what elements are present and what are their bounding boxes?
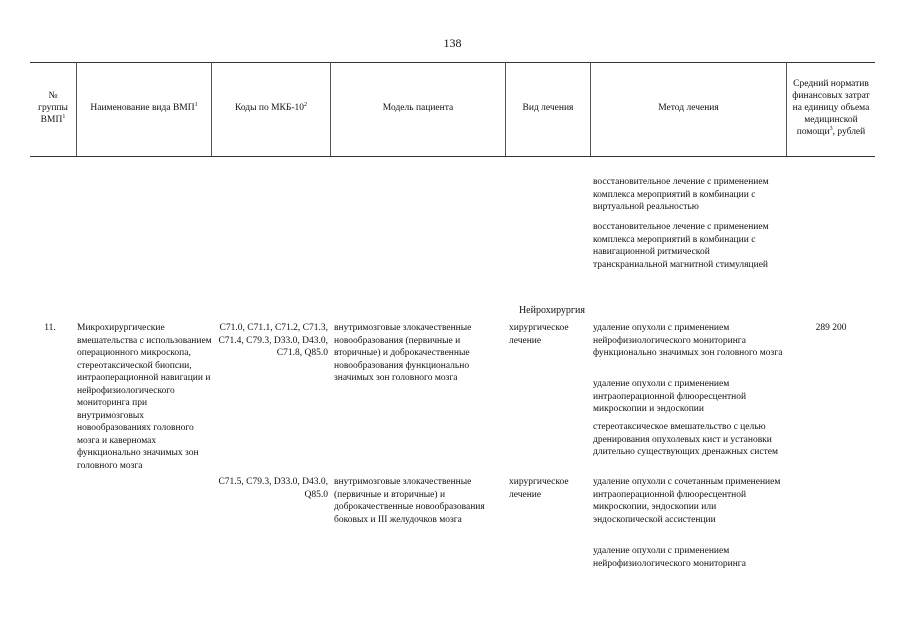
header-treatment-method	[591, 62, 786, 156]
continued-method: восстановительное лечение с применением комплекса мероприятий в комбинации с навигационной ритмической транскраниальной магнитной стимуляцией	[593, 222, 769, 270]
header-vmp-name-footnote: 1	[194, 101, 198, 108]
continued-method: восстановительное лечение с применением комплекса мероприятий в комбинации с виртуальной реальностью	[593, 177, 769, 212]
header-cost	[787, 62, 875, 156]
patient-model: внутримозговые злокачественные новообразования (первичные и вторичные) и доброкачественные новообразования функционально значимых зон головного мозга	[334, 323, 472, 383]
header-icd-codes-text: Коды по МКБ-10	[234, 103, 305, 114]
header-cost-suffix: , рублей	[832, 126, 866, 137]
icd-codes: C71.5, C79.3, D33.0, D43.0, Q85.0	[218, 477, 328, 500]
header-treatment-type-text: Вид лечения	[522, 103, 574, 114]
patient-model: внутримозговые злокачественные (первичные и вторичные) и доброкачественные новообразования боковых и III желудочков мозга	[334, 477, 485, 525]
header-treatment-method-text: Метод лечения	[658, 103, 719, 114]
header-icd-codes	[212, 62, 330, 156]
icd-codes: C71.0, C71.1, C71.2, C71.3, C71.4, C79.3, D33.0, D43.0, C71.8, Q85.0	[218, 323, 328, 358]
treatment-method: удаление опухоли с сочетанным применением интраоперационной флюоресцентной микроскопии, эндоскопии или эндоскопической ассистенции	[593, 477, 781, 525]
section-title: Нейрохирургия	[518, 305, 585, 316]
treatment-method: удаление опухоли с применением интраоперационной флюоресцентной микроскопии и эндоскопии	[593, 379, 747, 414]
header-bottom-rule	[30, 156, 875, 157]
group-number: 11.	[44, 323, 56, 333]
group-vmp-name: Микрохирургические вмешательства с использованием операционного микроскопа, стереотаксической биопсии, интраоперационной навигации и нейрофизиологического мониторинга при внутримозговых новообразованиях головного мозга и каверномах функционально значимых зон головного мозга	[77, 323, 212, 471]
header-vmp-name	[77, 62, 211, 156]
header-treatment-type	[506, 62, 590, 156]
page-number: 138	[443, 36, 462, 50]
treatment-method: стереотаксическое вмешательство с целью дренирования опухолевых кист и установки длительно существующих дренажных систем	[593, 422, 778, 457]
header-cost-footnote: 3	[829, 125, 833, 132]
treatment-type: хирургическое лечение	[509, 477, 569, 500]
header-group-number-footnote: 1	[62, 113, 66, 120]
header-vmp-name-text: Наименование вида ВМП	[90, 103, 195, 114]
header-group-number	[30, 62, 76, 156]
header-icd-codes-footnote: 2	[304, 101, 308, 108]
group-cost: 289 200	[815, 323, 847, 333]
header-cost-text: Средний норматив финансовых затрат на единицу объема медицинской помощи	[792, 79, 870, 137]
treatment-type: хирургическое лечение	[509, 323, 569, 346]
header-patient-model-text: Модель пациента	[382, 103, 454, 114]
header-patient-model	[331, 62, 505, 156]
treatment-method: удаление опухоли с применением нейрофизиологического мониторинга	[593, 546, 746, 569]
treatment-method: удаление опухоли с применением нейрофизиологического мониторинга функционально значимых зон головного мозга	[593, 323, 783, 358]
header-group-number-text: № группы ВМП	[38, 91, 68, 125]
